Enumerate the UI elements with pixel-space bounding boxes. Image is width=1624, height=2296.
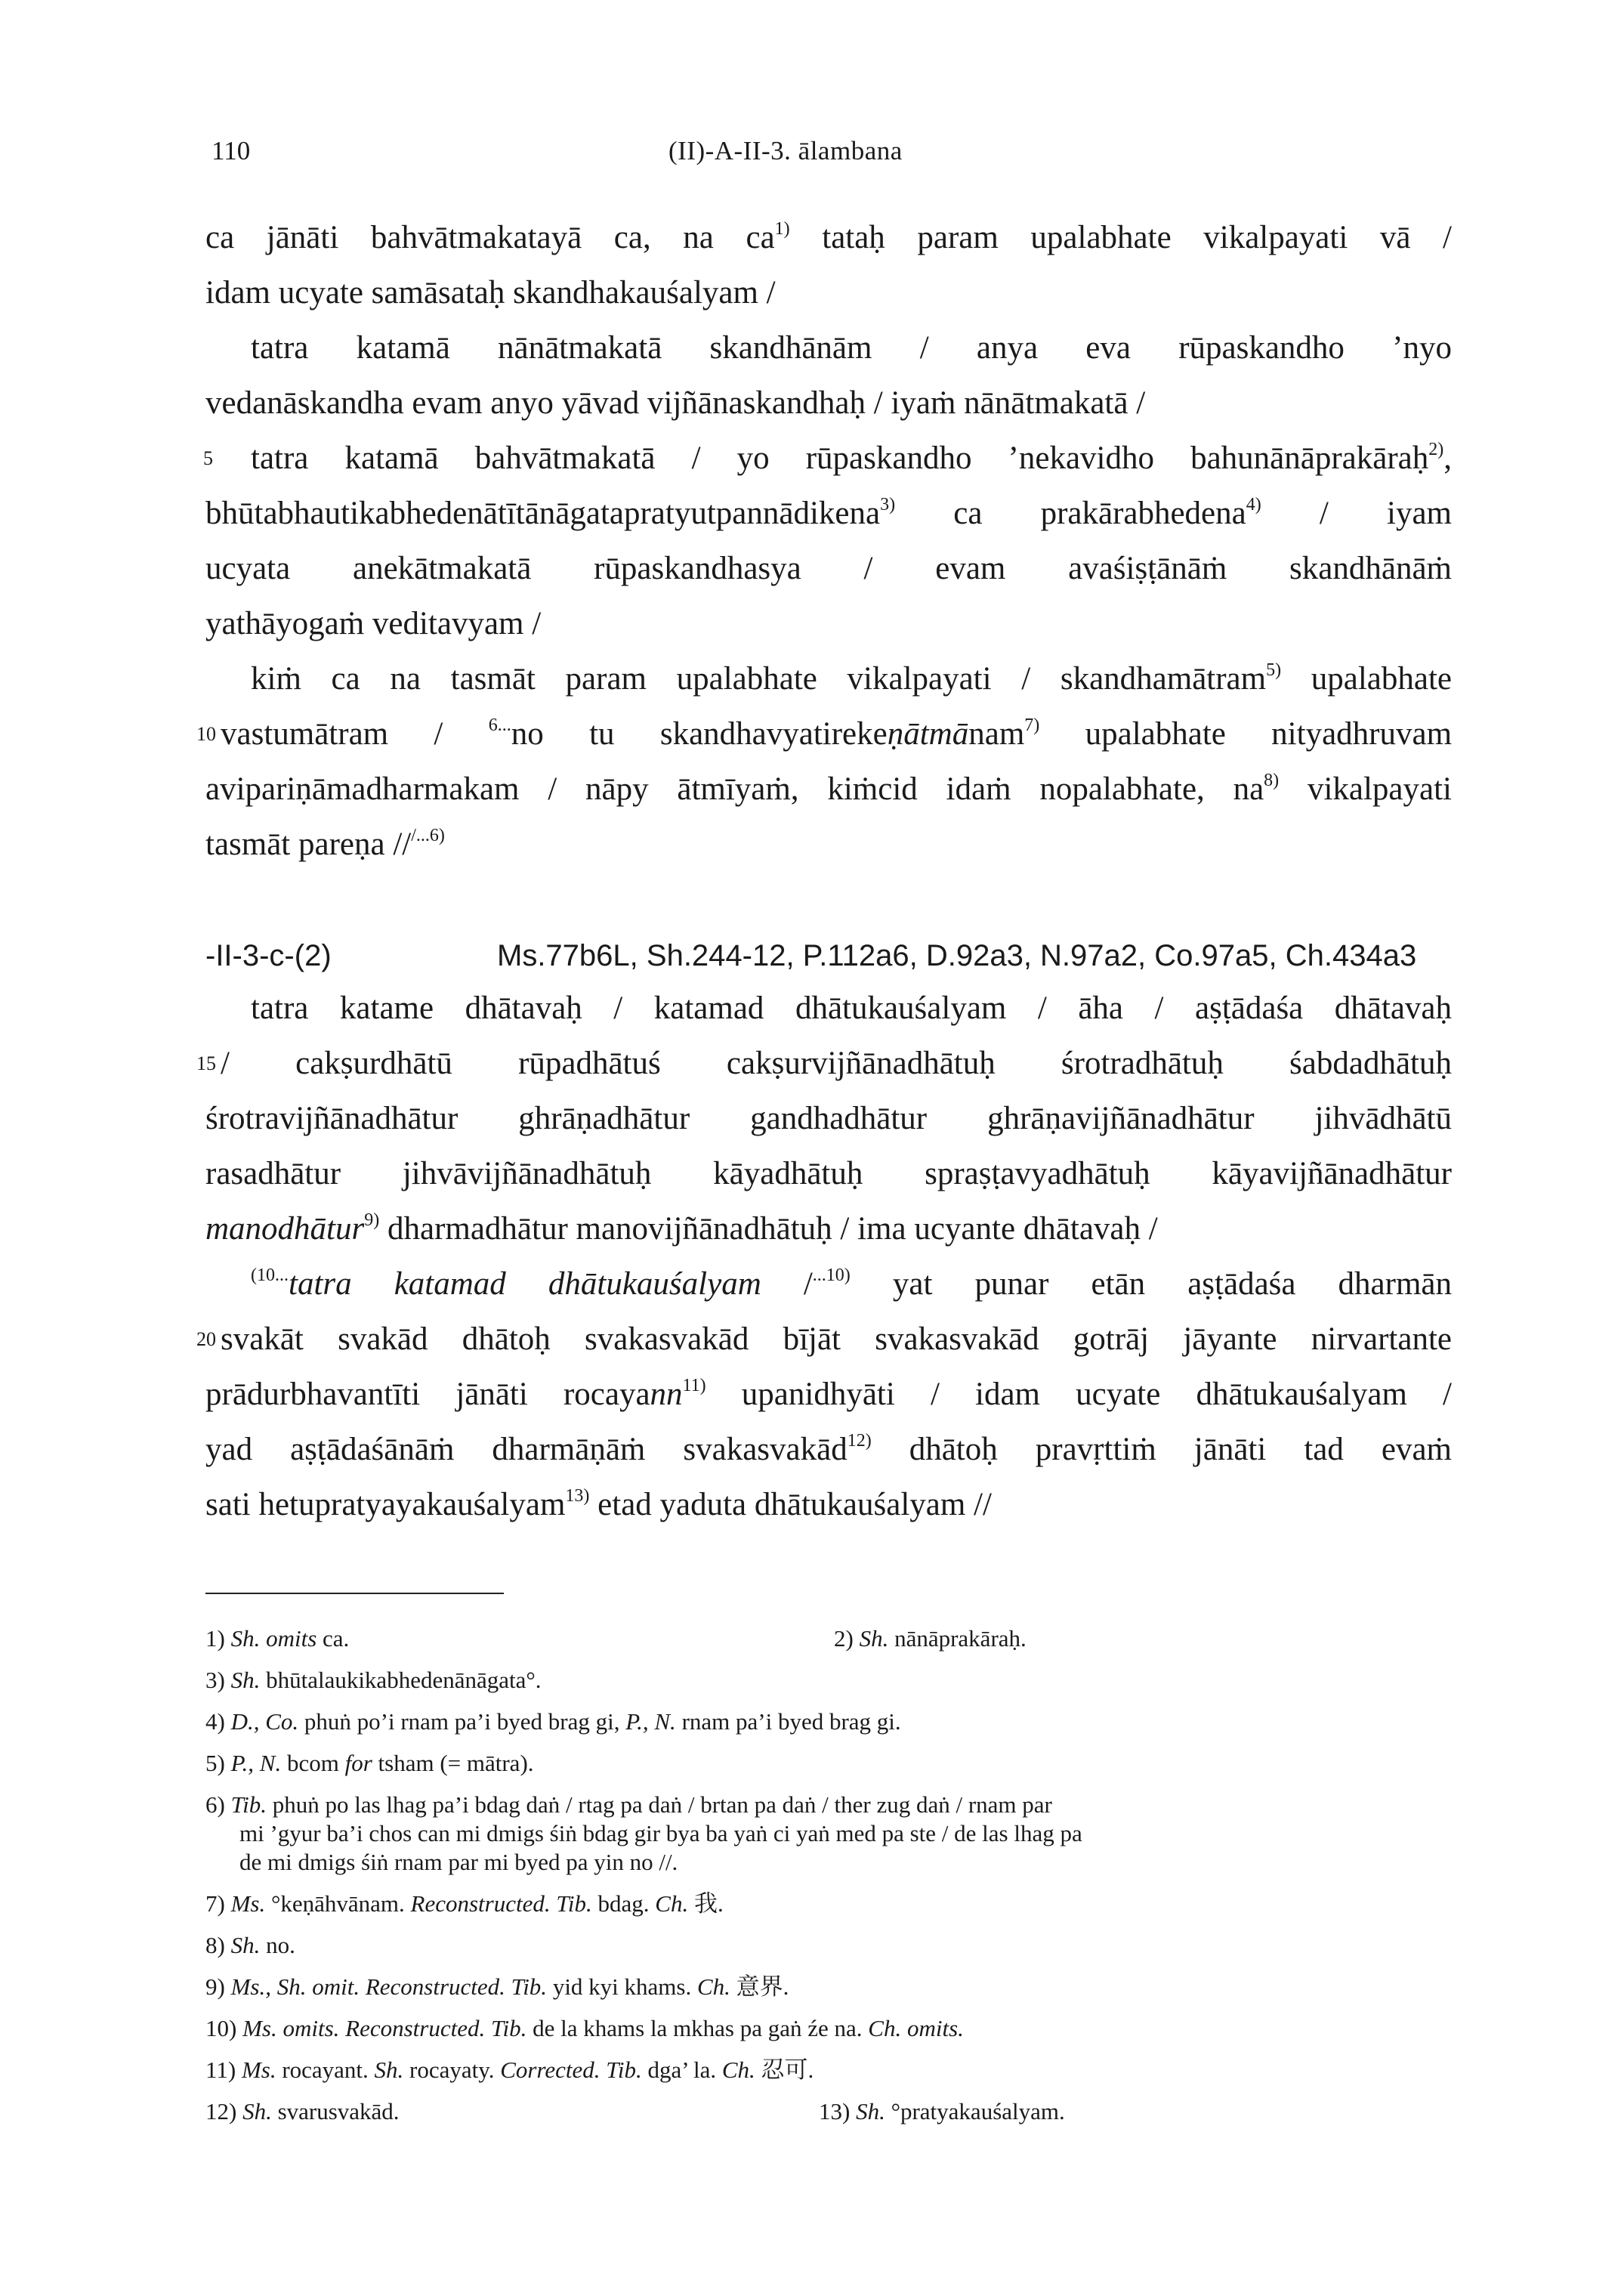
footnote-12: 12) Sh. svarusvakād. <box>205 2098 400 2124</box>
footnote-9: 9) Ms., Sh. omit. Reconstructed. Tib. yid kyi khams. Ch. 意界. <box>205 1973 789 2000</box>
section-refs: Ms.77b6L, Sh.244-12, P.112a6, D.92a3, N.97a2, Co.97a5, Ch.434a3 <box>497 939 1417 972</box>
running-title: (II)-A-II-3. ālambana <box>668 136 903 165</box>
footnote-10: 10) Ms. omits. Reconstructed. Tib. de la khams la mkhas pa gaṅ źe na. Ch. omits. <box>205 2015 964 2041</box>
footnote-2: 2) Sh. nānāprakāraḥ. <box>834 1625 1027 1652</box>
footnote-1: 1) Sh. omits ca. <box>205 1625 350 1652</box>
line-number: 5 <box>203 447 213 469</box>
page-number: 110 <box>211 136 251 165</box>
footnote-8: 8) Sh. no. <box>205 1932 295 1958</box>
text-line: ucyata anekātmakatā rūpaskandhasya / evam avaśiṣṭānāṁ skandhānāṁ <box>205 551 1452 586</box>
text-line: śrotravijñānadhātur ghrāṇadhātur gandhadhātur ghrāṇavijñānadhātur jihvādhātū <box>205 1101 1452 1136</box>
footnote-6-cont-2: de mi dmigs śiṅ rnam par mi byed pa yin no //. <box>239 1849 678 1875</box>
line-number: 20 <box>196 1328 216 1350</box>
text-line: vastumātram / $^{6...}$no tu skandhavyatirekeṇātmānam$^{7)}$ upalabhate nityadhruvam <box>221 715 1453 752</box>
footnote-5: 5) P., N. bcom for tsham (= mātra). <box>205 1750 534 1776</box>
text-line: manodhātur$^{9)}$ dharmadhātur manovijñānadhātuḥ / ima ucyante dhātavaḥ / <box>205 1210 1158 1247</box>
section-heading <box>205 937 1417 975</box>
line-number: 10 <box>196 723 216 745</box>
running-header <box>211 136 1397 174</box>
text-line: tatra katame dhātavaḥ / katamad dhātukauśalyam / āha / aṣṭādaśa dhātavaḥ <box>251 990 1452 1026</box>
footnote-11: 11) Ms. rocayant. Sh. rocayaty. Corrected. Tib. dga’ la. Ch. 忍可. <box>205 2057 814 2083</box>
footnote-7: 7) Ms. °keṇāhvānam. Reconstructed. Tib. bdag. Ch. 我. <box>205 1890 724 1917</box>
footnote-13: 13) Sh. °pratyakauśalyam. <box>819 2098 1065 2124</box>
line-number: 15 <box>196 1052 216 1074</box>
text-line: prādurbhavantīti jānāti rocayann$^{11)}$ upanidhyāti / idam ucyate dhātukauśalyam / <box>205 1376 1452 1412</box>
text-line: ca jānāti bahvātmakatayā ca, na $ca^{1)}$ tataḥ param upalabhate vikalpayati vā / <box>205 219 1452 255</box>
text-line: yathāyogaṁ veditavyam / <box>205 606 542 641</box>
text-line: avipariṇāmadharmakam / nāpy ātmīyaṁ, kiṁcid idaṁ nopalabhate, $na^{8)}$ vikalpayati <box>205 771 1452 807</box>
text-line: tatra katamā bahvātmakatā / yo rūpaskandho ’nekavidho bahunānāprakāraḥ$^{2)}$, <box>251 440 1452 476</box>
footnote-rule <box>205 1593 504 1594</box>
text-line: sati hetupratyayakauśalyam$^{13)}$ etad yaduta dhātukauśalyam // <box>205 1486 992 1522</box>
footnote-6: 6) Tib. phuṅ po las lhag pa’i bdag daṅ / rtag pa daṅ / brtan pa daṅ / ther zug daṅ / rnam par <box>205 1791 1052 1818</box>
footnote-6-cont-1: mi ’gyur ba’i chos can mi dmigs śiṅ bdag gir bya ba yaṅ ci yaṅ med pa ste / de las lhag pa <box>239 1820 1082 1846</box>
text-line: tatra katamā nānātmakatā skandhānām / anya eva rūpaskandho ’nyo <box>251 330 1452 366</box>
text-line: $^{(10...}$tatra katamad dhātukauśalyam /$^{...10)}$ yat punar etān aṣṭādaśa dharmān <box>251 1265 1452 1302</box>
footnote-4: 4) D., Co. phuṅ po’i rnam pa’i byed brag gi, P., N. rnam pa’i byed brag gi. <box>205 1708 901 1735</box>
text-line: / cakṣurdhātū rūpadhātuś cakṣurvijñānadhātuḥ śrotradhātuḥ śabdadhātuḥ <box>221 1046 1452 1081</box>
text-line: vedanāskandha evam anyo yāvad vijñānaskandhaḥ / iyaṁ nānātmakatā / <box>205 385 1146 421</box>
text-line: bhūtabhautikabhedenātītānāgatapratyutpannādikena$^{3)}$ ca prakārabhedena$^{4)}$ / iyam <box>205 495 1452 531</box>
text-line: yad aṣṭādaśānāṁ dharmāṇāṁ svakasvakād$^{12)}$ dhātoḥ pravṛttiṁ jānāti tad evaṁ <box>205 1431 1452 1467</box>
text-line: rasadhātur jihvāvijñānadhātuḥ kāyadhātuḥ spraṣṭavyadhātuḥ kāyavijñānadhātur <box>205 1156 1452 1191</box>
text-line: tasmāt pareṇa //$^{/...6)}$ <box>205 826 445 862</box>
text-line: svakāt svakād dhātoḥ svakasvakād bījāt svakasvakād gotrāj jāyante nirvartante <box>221 1321 1452 1357</box>
footnote-3: 3) Sh. bhūtalaukikabhedenānāgata°. <box>205 1667 542 1693</box>
text-line: idam ucyate samāsataḥ skandhakauśalyam / <box>205 275 776 311</box>
section-label: -II-3-c-(2) <box>205 939 332 972</box>
text-line: kiṁ ca na tasmāt param upalabhate vikalpayati / skandhamātram$^{5)}$ upalabhate <box>251 660 1452 697</box>
